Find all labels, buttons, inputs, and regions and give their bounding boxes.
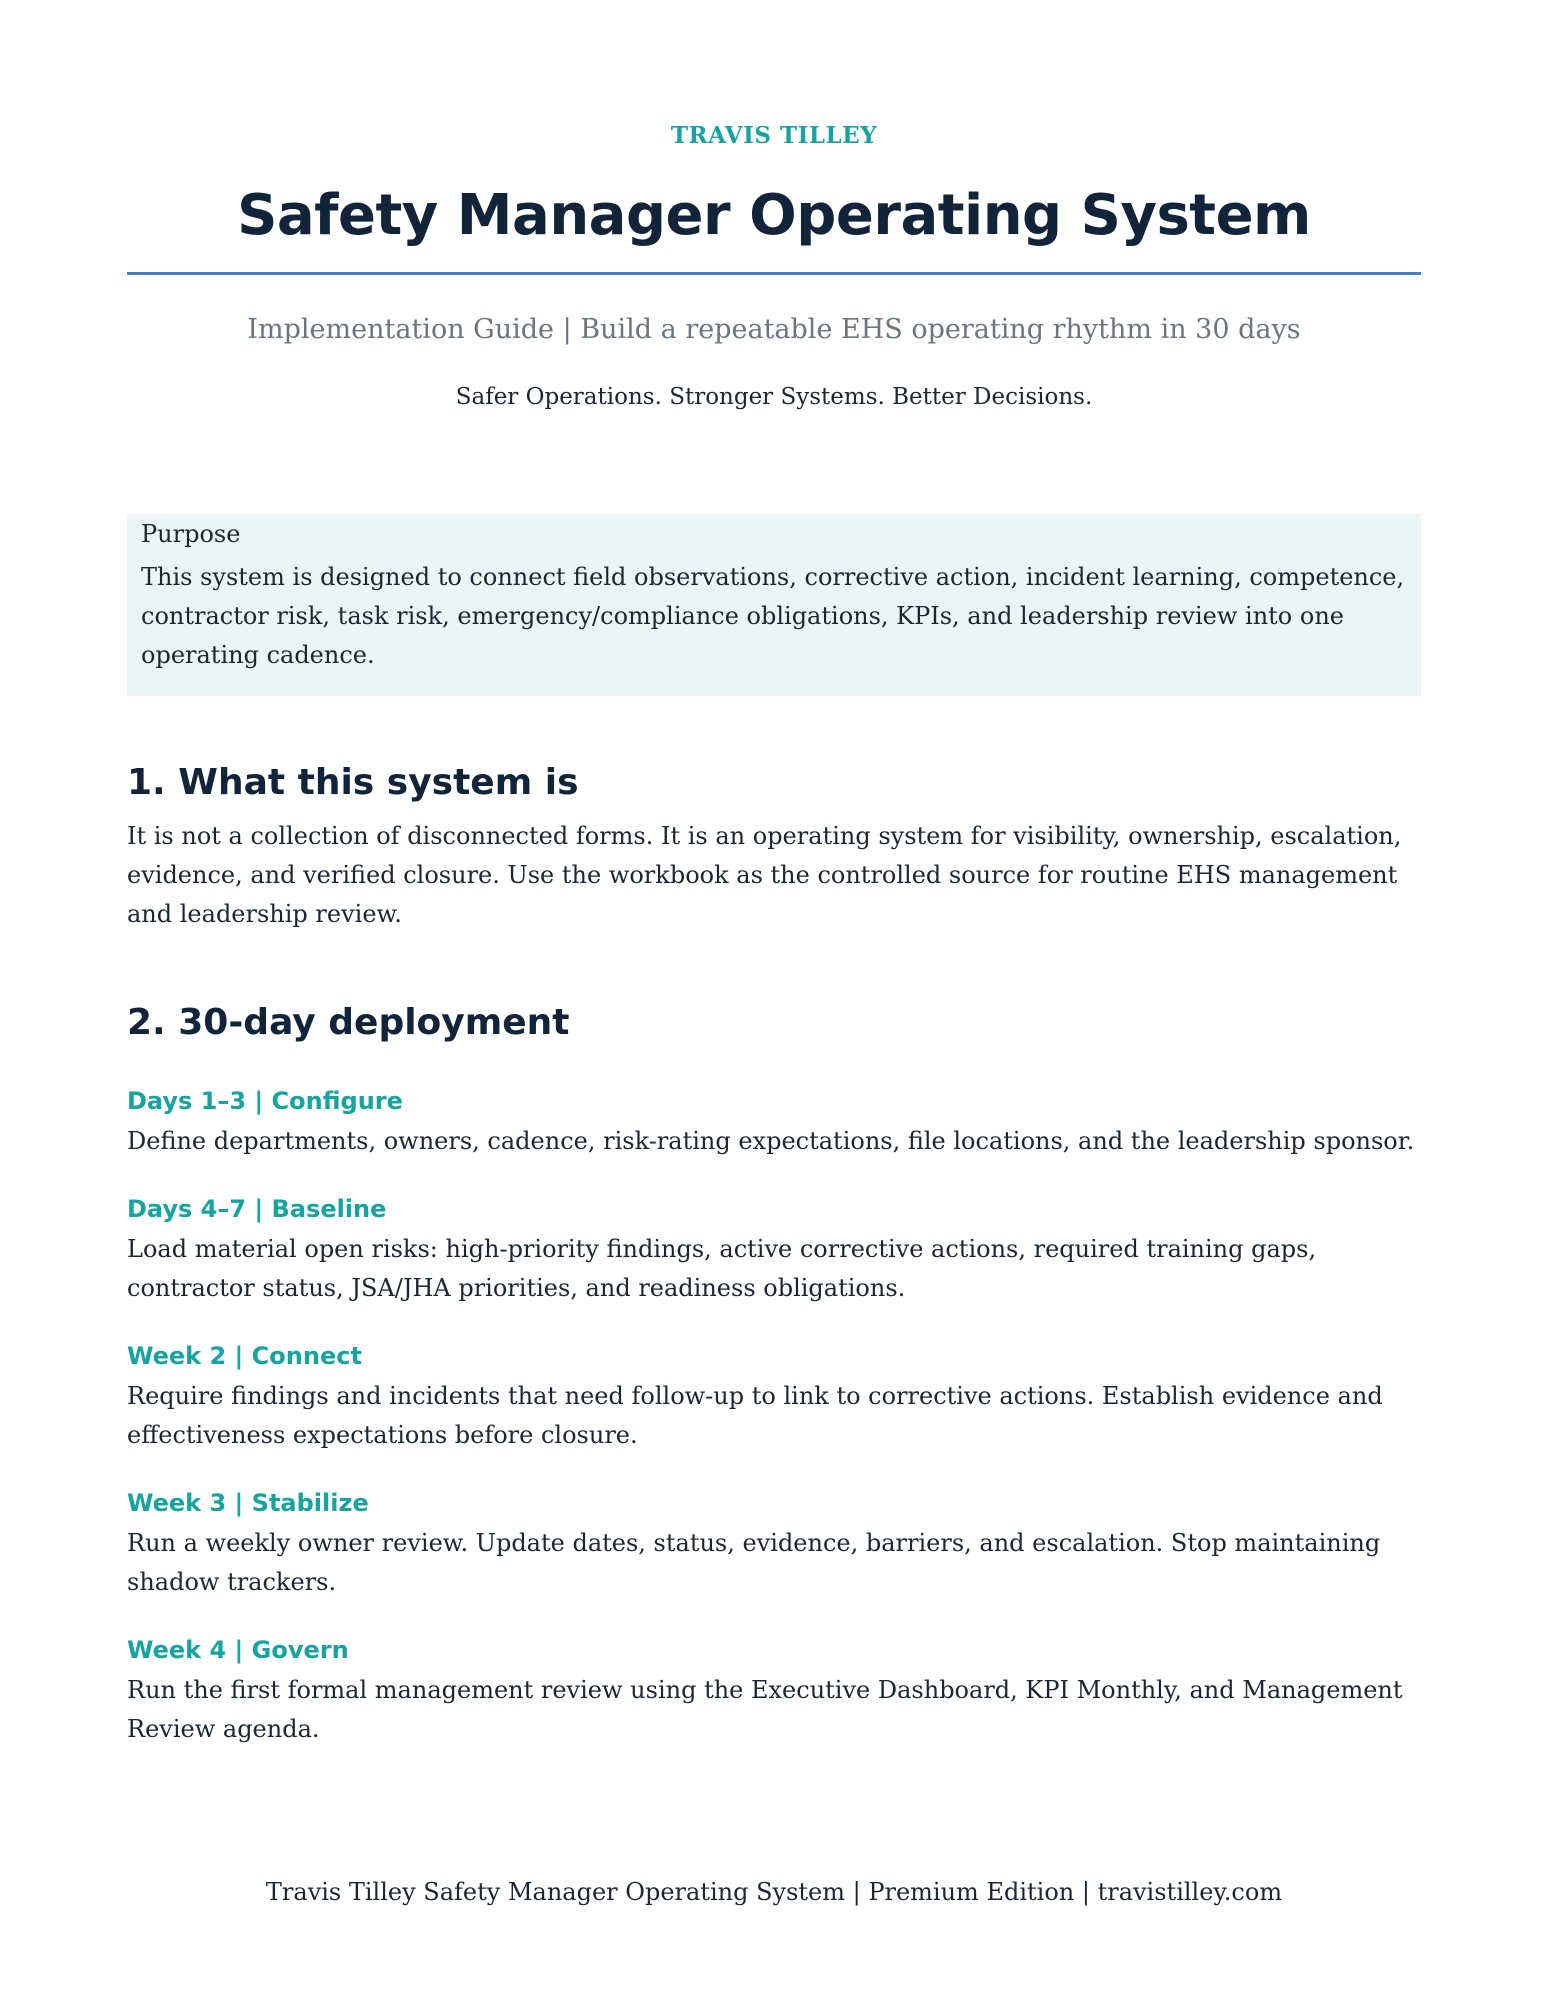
page-title: Safety Manager Operating System [237, 183, 1311, 248]
phase-2-title: Days 4–7 | Baseline [127, 1195, 387, 1223]
page-footer: Travis Tilley Safety Manager Operating System | Premium Edition | travistilley.com [265, 1878, 1283, 1906]
phase-3-title: Week 2 | Connect [127, 1342, 362, 1370]
phase-1-title: Days 1–3 | Configure [127, 1087, 403, 1115]
phase-5-title: Week 4 | Govern [127, 1636, 349, 1664]
title-divider [127, 272, 1421, 275]
page-subtitle: Implementation Guide | Build a repeatable EHS operating rhythm in 30 days [247, 314, 1301, 345]
phase-5-body: Run the first formal management review using the Executive Dashboard, KPI Monthly, and Management Review agenda. [127, 1676, 1403, 1743]
phase-4-body: Run a weekly owner review. Update dates, status, evidence, barriers, and escalation. Stop maintaining shadow trackers. [127, 1529, 1381, 1596]
tagline: Safer Operations. Stronger Systems. Better Decisions. [455, 384, 1093, 410]
section-1-body: It is not a collection of disconnected forms. It is an operating system for visibility, ownership, escalation, evidence, and verified closure. Use the workbook as the controlled source for routine EHS management and leadership review. [127, 822, 1402, 928]
purpose-callout [127, 514, 1421, 696]
purpose-body: This system is designed to connect field observations, corrective action, incident learning, competence, contractor risk, task risk, emergency/compliance obligations, KPIs, and leadership review into one operating cadence. [141, 563, 1405, 669]
phase-1-body: Define departments, owners, cadence, risk-rating expectations, file locations, and the leadership sponsor. [127, 1127, 1415, 1155]
section-2-heading: 2. 30-day deployment [127, 1002, 570, 1043]
brand-name: TRAVIS TILLEY [670, 122, 878, 149]
purpose-title: Purpose [141, 520, 241, 548]
phase-3-body: Require findings and incidents that need follow-up to link to corrective actions. Establish evidence and effectiveness expectations before closure. [127, 1382, 1383, 1449]
phase-4-title: Week 3 | Stabilize [127, 1489, 369, 1517]
section-1-heading: 1. What this system is [127, 762, 579, 803]
phase-2-body: Load material open risks: high-priority findings, active corrective actions, required training gaps, contractor status, JSA/JHA priorities, and readiness obligations. [127, 1235, 1317, 1302]
